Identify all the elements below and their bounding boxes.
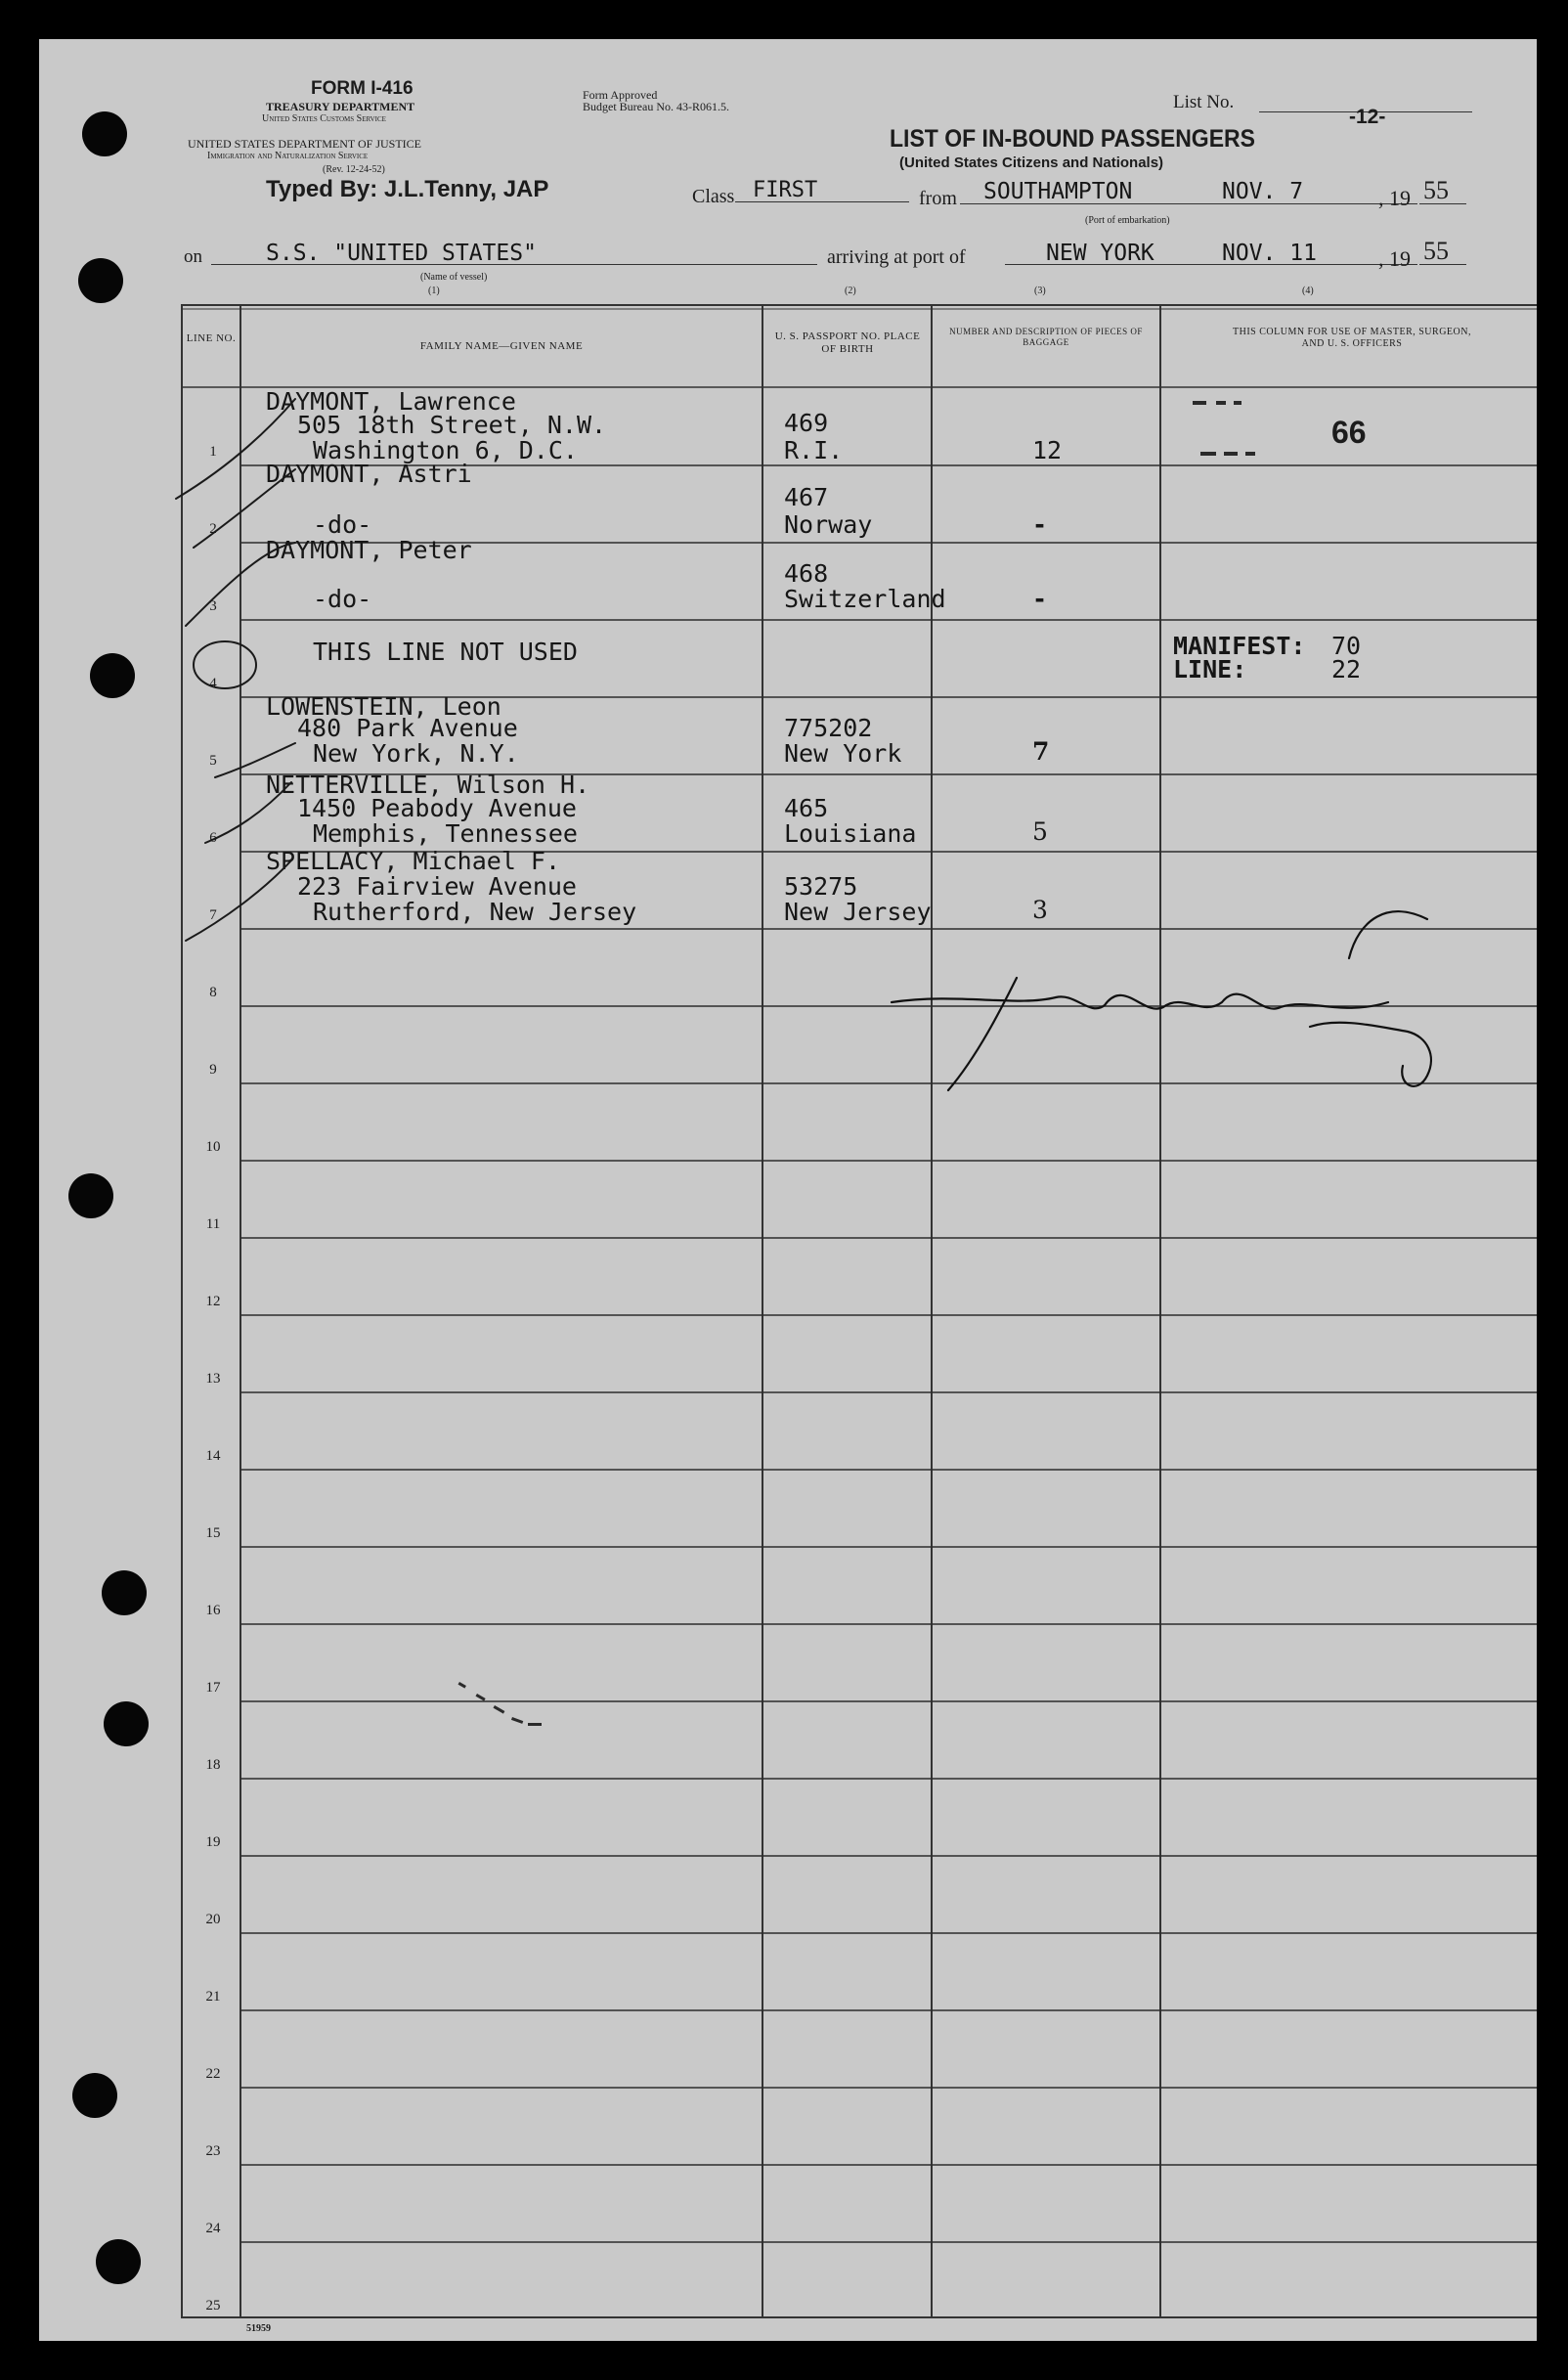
revision-date: (Rev. 12-24-52) [323, 164, 385, 175]
line-number: 25 [205, 2298, 221, 2314]
customs-service: United States Customs Service [262, 113, 386, 124]
column-header-officers: THIS COLUMN FOR USE OF MASTER, SURGEON, AND U. S. OFFICERS [1233, 327, 1471, 349]
treasury-department: TREASURY DEPARTMENT [266, 100, 415, 113]
column-number-3: (3) [1034, 286, 1046, 296]
form-subtitle: (United States Citizens and Nationals) [899, 154, 1164, 171]
from-label: from [919, 188, 957, 209]
line-number: 20 [205, 1912, 221, 1927]
baggage-count: 12 [1032, 436, 1063, 464]
line-number: 3 [209, 598, 217, 614]
embarkation-date: NOV. 7 [1222, 179, 1304, 204]
passenger-address-line2: Memphis, Tennessee [313, 819, 578, 848]
list-no-label: List No. [1173, 92, 1235, 112]
punch-hole [96, 2239, 141, 2284]
vessel-name: S.S. "UNITED STATES" [266, 241, 537, 266]
passenger-address-line1: 505 18th Street, N.W. [297, 411, 607, 439]
form-title: LIST OF IN-BOUND PASSENGERS [890, 125, 1255, 153]
class-label: Class [692, 186, 735, 207]
port-of-embarkation-note: (Port of embarkation) [1085, 215, 1170, 226]
passenger-name: DAYMONT, Lawrence [266, 387, 516, 416]
passenger-address-line1: 480 Park Avenue [297, 714, 518, 742]
department-of-justice: UNITED STATES DEPARTMENT OF JUSTICE [188, 137, 422, 151]
line-number: 1 [209, 444, 217, 460]
passenger-address-line2: New York, N.Y. [313, 739, 519, 768]
passport-number: 467 [784, 483, 829, 511]
place-of-birth: New Jersey [784, 898, 932, 926]
passenger-address-line2: Rutherford, New Jersey [313, 898, 637, 926]
line-number: 9 [209, 1062, 217, 1078]
handwritten-marks [39, 39, 1537, 2341]
checkmark-line-3 [186, 543, 295, 626]
typed-by: Typed By: J.L.Tenny, JAP [266, 176, 549, 202]
checkmark-line-6 [205, 782, 291, 843]
embarkation-year-prefix: , 19 [1378, 186, 1411, 210]
class-value: FIRST [753, 178, 818, 202]
line-number: 22 [205, 2066, 221, 2082]
form-approved: Form Approved [583, 88, 658, 102]
circle-mark-line-4 [194, 641, 256, 688]
line-number: 8 [209, 985, 217, 1000]
arrival-year-prefix: , 19 [1378, 246, 1411, 271]
passenger-name: DAYMONT, Astri [266, 460, 472, 488]
on-label: on [184, 246, 202, 267]
line-number: 15 [205, 1525, 221, 1541]
immigration-service: Immigration and Naturalization Service [207, 151, 369, 161]
column-header-passport: U. S. PASSPORT NO. PLACE OF BIRTH [774, 331, 921, 355]
column-header-line-no: LINE NO. [186, 332, 237, 344]
column-number-2: (2) [845, 286, 856, 296]
punch-hole [82, 111, 127, 156]
passenger-name: LOWENSTEIN, Leon [266, 692, 501, 721]
passenger-name: SPELLACY, Michael F. [266, 847, 561, 875]
passenger-address-line2: -do- [313, 510, 372, 539]
baggage-count: 5 [1032, 817, 1048, 846]
manifest-form-sheet [39, 39, 1537, 2341]
manifest-label: MANIFEST: [1173, 632, 1306, 660]
baggage-count: - [1032, 510, 1048, 539]
line-number: 19 [205, 1834, 221, 1850]
checkmark-line-2 [194, 469, 295, 548]
place-of-birth: Switzerland [784, 585, 946, 613]
passport-number: 775202 [784, 714, 873, 742]
baggage-count: 3 [1032, 896, 1048, 924]
line-number: 14 [205, 1448, 221, 1464]
arriving-label: arriving at port of [827, 246, 966, 268]
arrival-port: NEW YORK [1046, 241, 1154, 266]
baggage-count: - [1032, 585, 1048, 613]
vessel-name-note: (Name of vessel) [420, 272, 488, 283]
passport-number: 465 [784, 794, 829, 822]
line-number: 18 [205, 1757, 221, 1773]
line-number: 21 [205, 1989, 221, 2005]
place-of-birth: R.I. [784, 436, 844, 464]
passenger-address-line1: 1450 Peabody Avenue [297, 794, 577, 822]
checkmark-line-7 [186, 860, 291, 941]
punch-hole [78, 258, 123, 303]
column-number-4: (4) [1302, 286, 1314, 296]
punch-hole [102, 1570, 147, 1615]
line-number: 2 [209, 521, 217, 537]
line-number: 17 [205, 1680, 221, 1696]
manifest-number: 70 [1331, 632, 1362, 660]
punch-hole [104, 1701, 149, 1746]
column-header-name: FAMILY NAME—GIVEN NAME [419, 340, 584, 352]
stamp-marks [458, 401, 1256, 1726]
manifest-line-number: 22 [1331, 655, 1362, 683]
passport-number: 53275 [784, 872, 858, 901]
line-number: 13 [205, 1371, 221, 1387]
line-number: 16 [205, 1603, 221, 1618]
line-number: 11 [205, 1216, 221, 1232]
embarkation-year: 55 [1423, 176, 1449, 204]
line-number: 5 [209, 753, 217, 769]
column-header-baggage: NUMBER AND DESCRIPTION OF PIECES OF BAGGAGE [949, 327, 1143, 347]
punch-hole [72, 2073, 117, 2118]
passenger-address-line2: -do- [313, 585, 372, 613]
arrival-year: 55 [1423, 237, 1449, 265]
baggage-count: 7 [1032, 737, 1050, 766]
line-number: 7 [209, 907, 217, 923]
budget-bureau-number: Budget Bureau No. 43-R061.5. [583, 100, 729, 113]
passenger-address-line1: 223 Fairview Avenue [297, 872, 577, 901]
form-footer-code: 51959 [246, 2323, 271, 2334]
manifest-line-label: LINE: [1173, 655, 1247, 683]
place-of-birth: Norway [784, 510, 873, 539]
punch-hole [68, 1173, 113, 1218]
line-number: 12 [205, 1294, 221, 1309]
place-of-birth: New York [784, 739, 902, 768]
line-number: 10 [205, 1139, 221, 1155]
unused-line-note: THIS LINE NOT USED [313, 638, 578, 666]
passenger-name: DAYMONT, Peter [266, 536, 472, 564]
embarkation-port: SOUTHAMPTON [983, 179, 1133, 204]
officer-signature [892, 911, 1431, 1090]
form-number: FORM I-416 [311, 78, 414, 99]
line-number: 24 [205, 2221, 221, 2236]
passport-number: 469 [784, 409, 829, 437]
place-of-birth: Louisiana [784, 819, 917, 848]
checkmark-line-5 [215, 743, 295, 777]
passenger-address-line2: Washington 6, D.C. [313, 436, 578, 464]
column-number-1: (1) [428, 286, 440, 296]
line-number: 4 [209, 676, 217, 691]
punch-hole [90, 653, 135, 698]
officer-note: 66 [1331, 415, 1367, 450]
arrival-date: NOV. 11 [1222, 241, 1317, 266]
passport-number: 468 [784, 559, 829, 588]
line-number: 23 [205, 2143, 221, 2159]
line-number: 6 [209, 830, 217, 846]
list-number: -12- [1349, 106, 1386, 128]
passenger-name: NETTERVILLE, Wilson H. [266, 771, 590, 799]
